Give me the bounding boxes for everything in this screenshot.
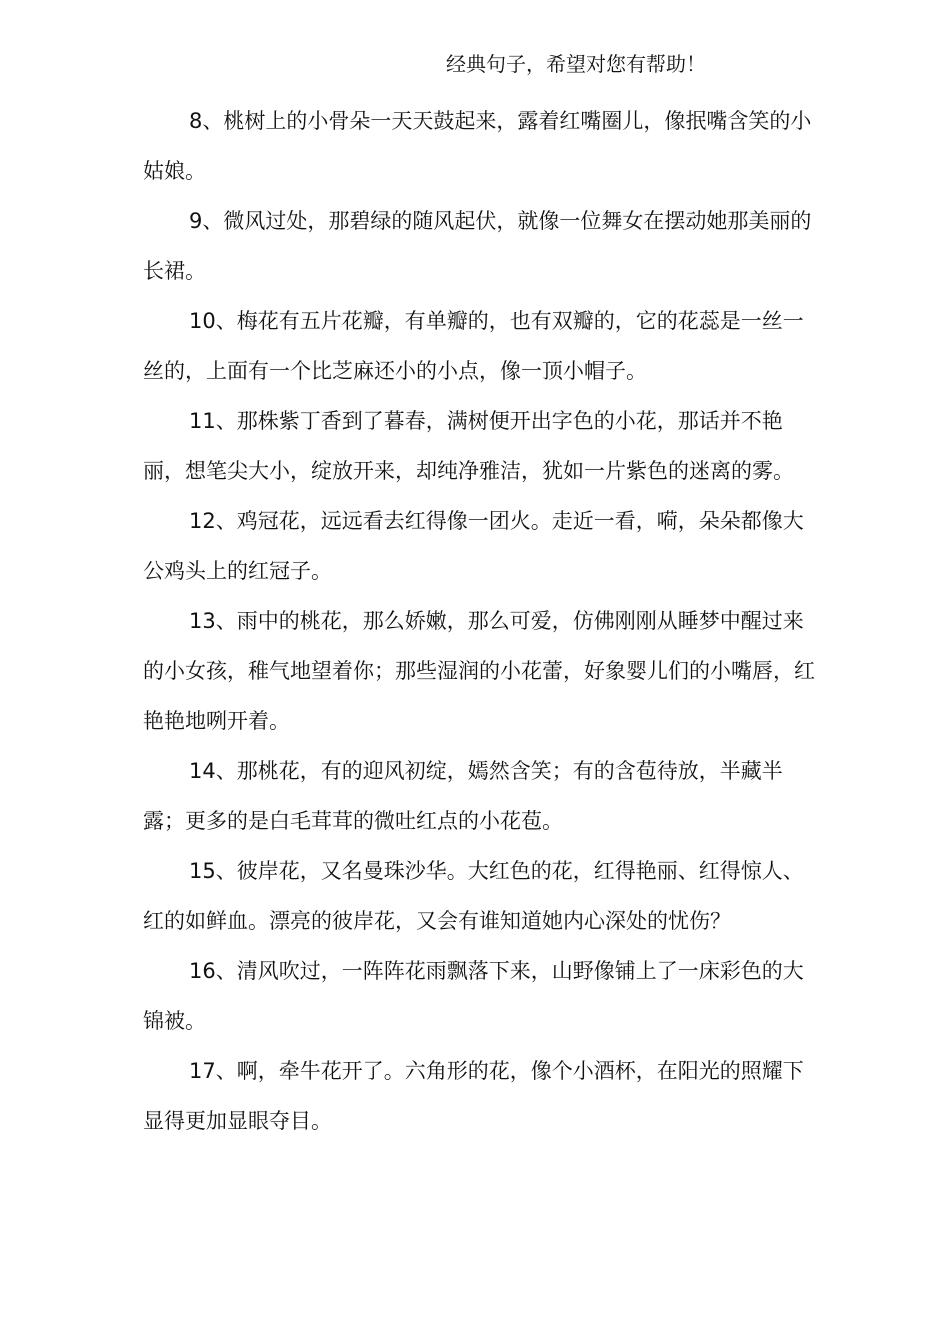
paragraph-14: 14、那桃花，有的迎风初绽，嫣然含笑；有的含苞待放，半藏半露；更多的是白毛茸茸的微吐红点的小花苞。 bbox=[143, 759, 783, 833]
paragraph-15: 15、彼岸花，又名曼珠沙华。大红色的花，红得艳丽、红得惊人、红的如鲜血。漂亮的彼岸花，又会有谁知道她内心深处的忧伤？ bbox=[143, 859, 804, 933]
paragraph-8: 8、桃树上的小骨朵一天天鼓起来，露着红嘴圈儿，像抿嘴含笑的小姑娘。 bbox=[143, 109, 812, 183]
paragraph-12: 12、鸡冠花，远远看去红得像一团火。走近一看，嗬，朵朵都像大公鸡头上的红冠子。 bbox=[143, 509, 804, 583]
page-header: 经典句子，希望对您有帮助！ bbox=[446, 52, 706, 76]
paragraph-9: 9、微风过处，那碧绿的随风起伏，就像一位舞女在摆动她那美丽的长裙。 bbox=[143, 209, 812, 283]
paragraph-16: 16、清风吹过，一阵阵花雨飘落下来，山野像铺上了一床彩色的大锦被。 bbox=[143, 959, 804, 1033]
paragraph-10: 10、梅花有五片花瓣，有单瓣的，也有双瓣的，它的花蕊是一丝一丝的，上面有一个比芝麻还小的小点，像一顶小帽子。 bbox=[143, 309, 804, 383]
document-body bbox=[143, 96, 819, 1146]
paragraph-17: 17、啊，牵牛花开了。六角形的花，像个小酒杯，在阳光的照耀下显得更加显眼夺目。 bbox=[143, 1059, 804, 1133]
paragraph-13: 13、雨中的桃花，那么娇嫩，那么可爱，仿佛刚刚从睡梦中醒过来的小女孩，稚气地望着你；那些湿润的小花蕾，好象婴儿们的小嘴唇，红艳艳地咧开着。 bbox=[143, 609, 815, 733]
paragraph-11: 11、那株紫丁香到了暮春，满树便开出字色的小花，那话并不艳丽，想笔尖大小，绽放开来，却纯净雅洁，犹如一片紫色的迷离的雾。 bbox=[143, 409, 794, 483]
